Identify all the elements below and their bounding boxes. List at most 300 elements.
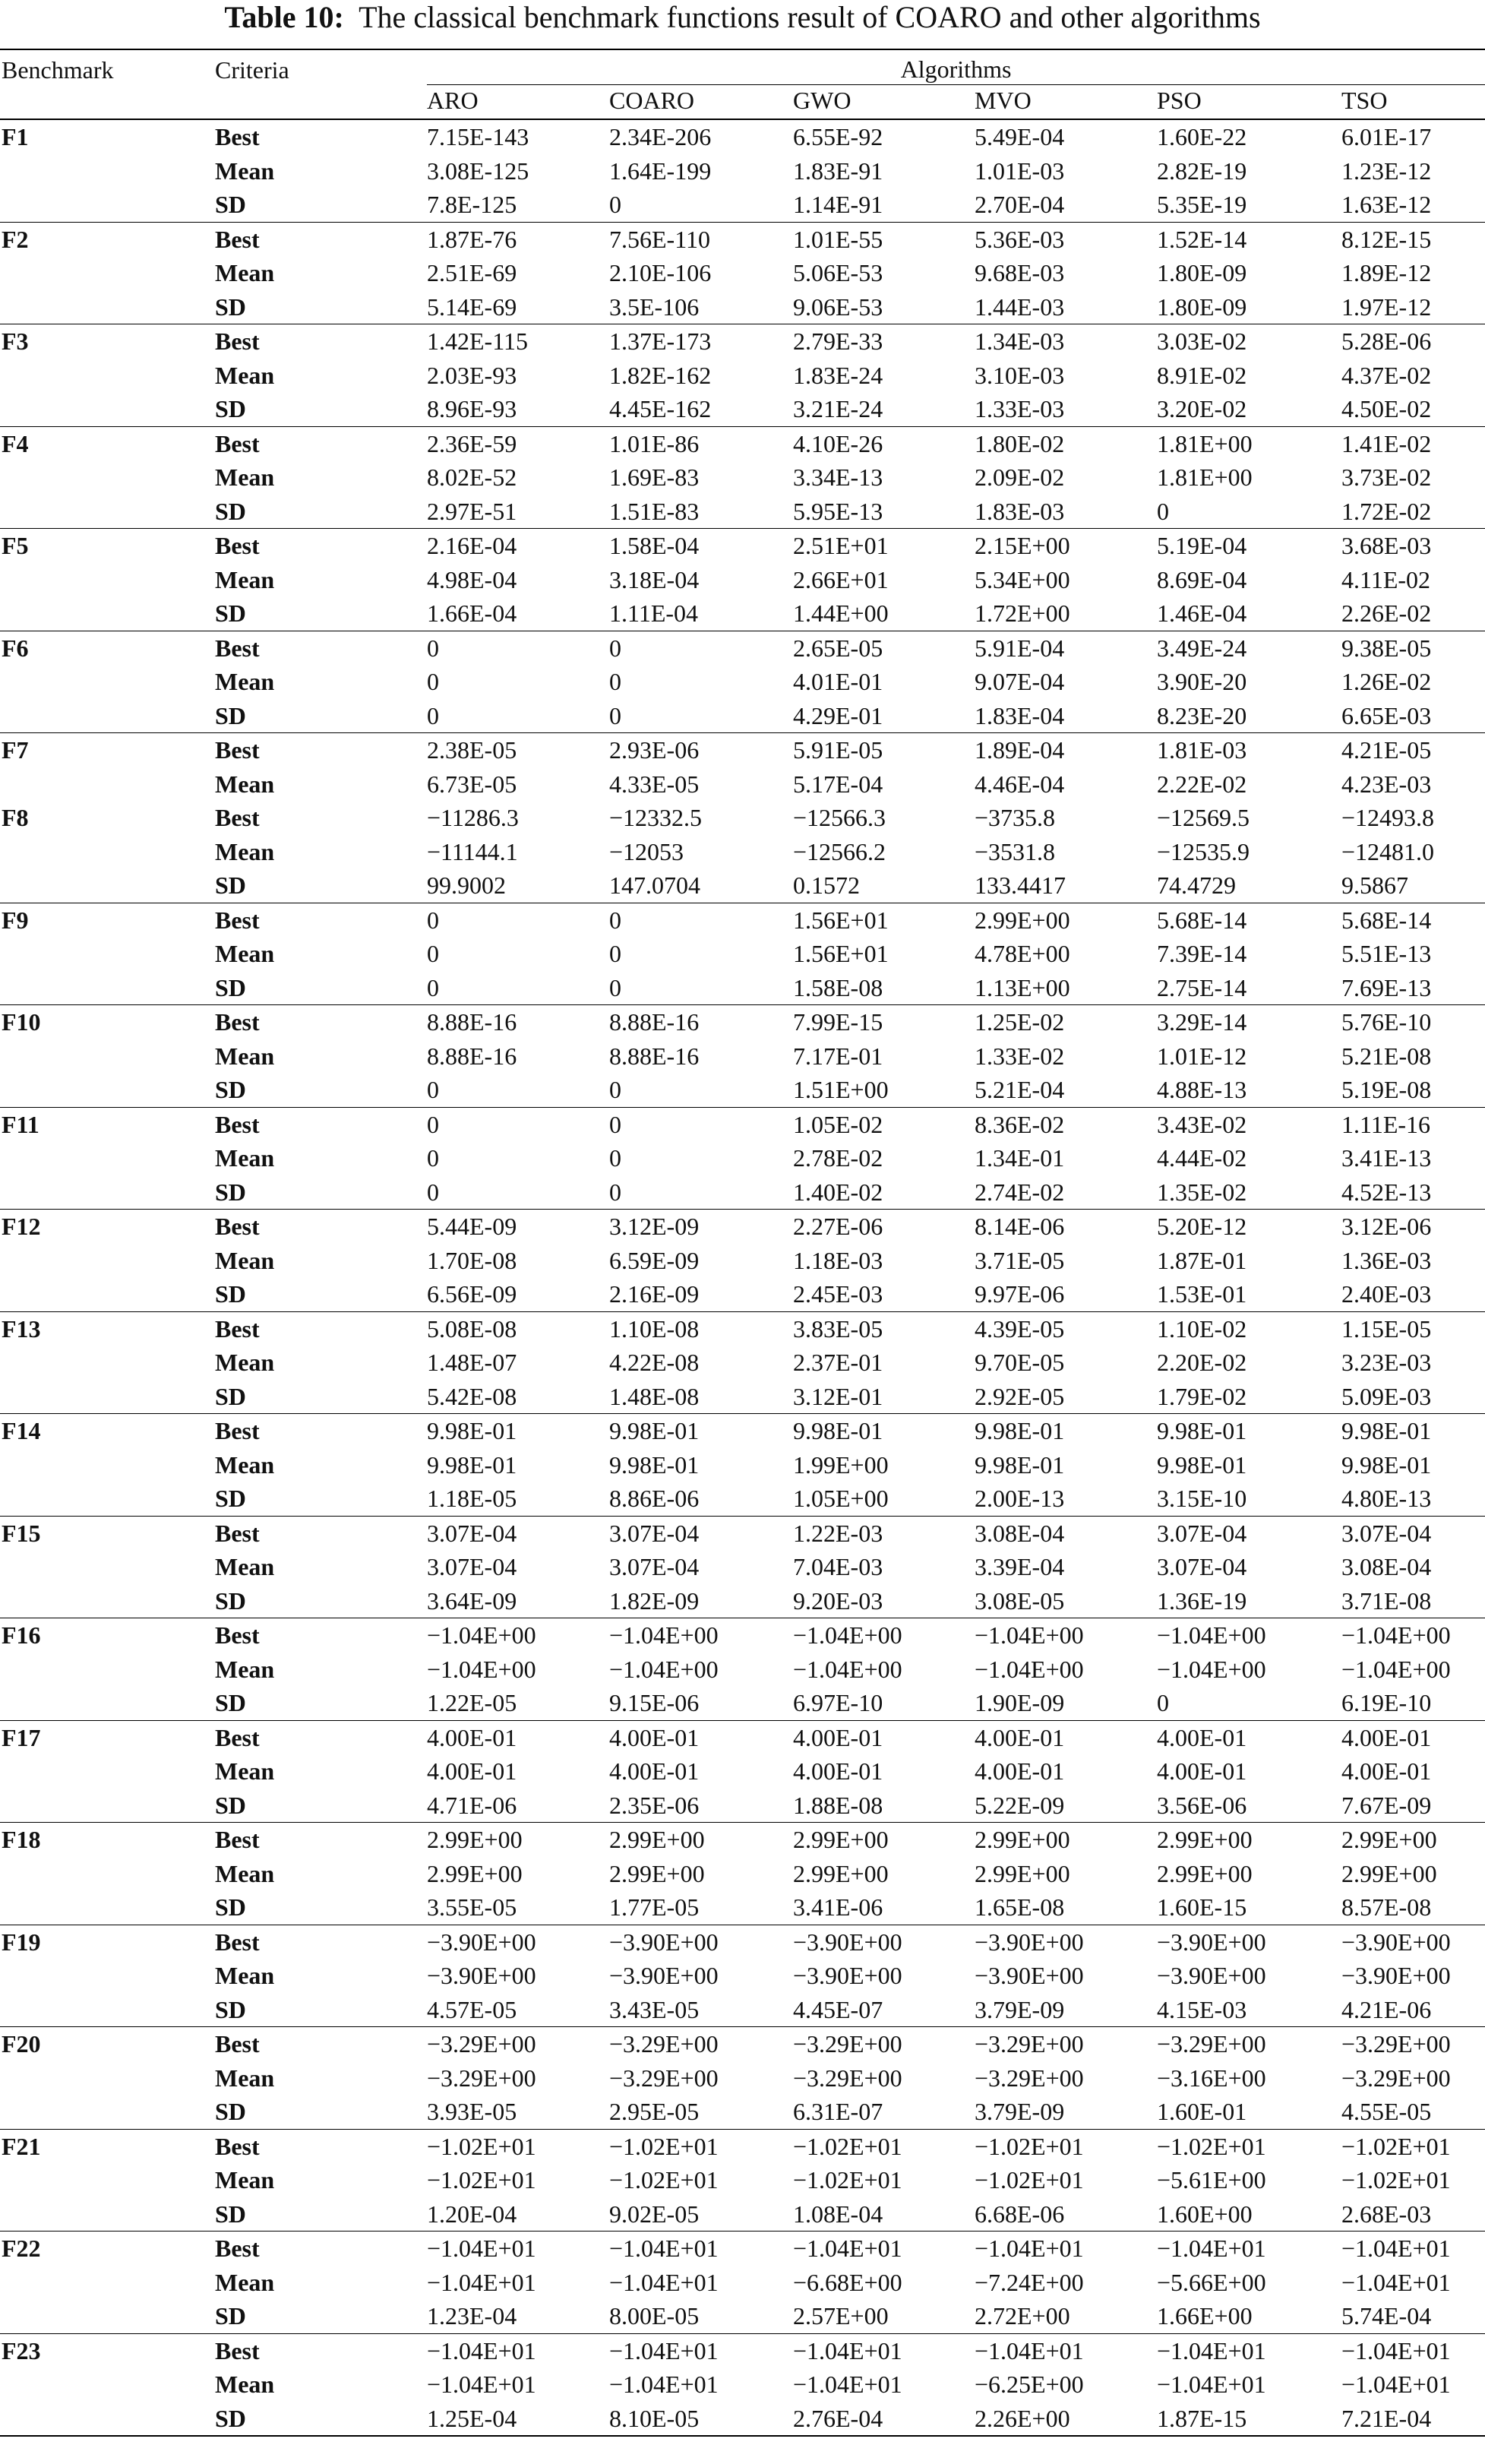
table-row bbox=[0, 903, 1485, 937]
value-cell: 5.91E-04 bbox=[973, 631, 1155, 665]
value-cell: −1.04E+00 bbox=[427, 1655, 536, 1683]
value-cell: −5.61E+00 bbox=[1157, 2166, 1266, 2194]
value-cell: 7.67E-09 bbox=[1341, 1791, 1432, 1819]
value-cell: −3.29E+00 bbox=[1155, 2027, 1340, 2061]
value-cell: −6.68E+00 bbox=[793, 2268, 902, 2296]
benchmark-cell bbox=[0, 937, 213, 971]
value-cell: 1.46E-04 bbox=[1157, 599, 1247, 628]
value-cell: 2.70E-04 bbox=[975, 191, 1065, 219]
value-cell: 3.49E-24 bbox=[1155, 631, 1340, 665]
value-cell: 1.53E-01 bbox=[1157, 1280, 1247, 1308]
value-cell: 5.74E-04 bbox=[1341, 2302, 1432, 2330]
benchmark-cell bbox=[0, 1380, 213, 1414]
value-cell: 5.91E-05 bbox=[791, 733, 973, 767]
value-cell: 8.00E-05 bbox=[609, 2302, 700, 2330]
value-cell: 7.69E-13 bbox=[1341, 973, 1432, 1001]
value-cell: −12566.3 bbox=[793, 804, 886, 832]
benchmark-cell: F3 bbox=[0, 324, 213, 359]
table-row bbox=[0, 1686, 1485, 1720]
value-cell: 0 bbox=[608, 631, 791, 665]
criteria-cell: Mean bbox=[215, 2064, 275, 2092]
value-cell: 9.98E-01 bbox=[1341, 1450, 1432, 1479]
value-cell: 1.22E-05 bbox=[427, 1689, 517, 1717]
value-cell: 1.01E-12 bbox=[1157, 1042, 1247, 1070]
value-cell: 2.20E-02 bbox=[1157, 1349, 1247, 1377]
table-row bbox=[0, 1107, 1485, 1141]
criteria-cell: Mean bbox=[215, 259, 275, 287]
value-cell: 2.99E+00 bbox=[425, 1823, 608, 1857]
value-cell: 4.00E-01 bbox=[1340, 1720, 1485, 1754]
benchmark-cell bbox=[0, 1789, 213, 1823]
table-row bbox=[0, 1277, 1485, 1311]
value-cell: 5.42E-08 bbox=[427, 1382, 517, 1410]
value-cell: 1.87E-76 bbox=[425, 222, 608, 256]
value-cell: 3.79E-09 bbox=[975, 2098, 1065, 2126]
value-cell: 7.17E-01 bbox=[793, 1042, 883, 1070]
value-cell: 2.75E-14 bbox=[1157, 973, 1247, 1001]
value-cell: −1.04E+00 bbox=[973, 1618, 1155, 1653]
value-cell: 3.10E-03 bbox=[975, 361, 1065, 389]
criteria-cell: Best bbox=[213, 426, 425, 460]
benchmark-cell: F18 bbox=[0, 1823, 213, 1857]
value-cell: 5.09E-03 bbox=[1341, 1382, 1432, 1410]
value-cell: 1.41E-02 bbox=[1340, 426, 1485, 460]
value-cell: −3.90E+00 bbox=[425, 1925, 608, 1959]
value-cell: −1.04E+00 bbox=[425, 1618, 608, 1653]
value-cell: 2.99E+00 bbox=[793, 1859, 889, 1887]
value-cell: 2.99E+00 bbox=[1341, 1859, 1437, 1887]
value-cell: 2.99E+00 bbox=[608, 1823, 791, 1857]
value-cell: 9.06E-53 bbox=[793, 293, 883, 321]
table-row bbox=[0, 631, 1485, 665]
benchmark-cell: F10 bbox=[0, 1005, 213, 1039]
value-cell: 4.39E-05 bbox=[973, 1311, 1155, 1346]
value-cell: 1.80E-09 bbox=[1157, 259, 1247, 287]
value-cell: 1.81E+00 bbox=[1157, 463, 1253, 492]
table-row bbox=[0, 188, 1485, 222]
value-cell: 8.88E-16 bbox=[608, 1005, 791, 1039]
benchmark-cell: F7 bbox=[0, 733, 213, 767]
value-cell: −3531.8 bbox=[975, 837, 1056, 865]
value-cell: 4.45E-162 bbox=[609, 395, 712, 423]
table-row bbox=[0, 596, 1485, 631]
value-cell: −1.02E+01 bbox=[791, 2129, 973, 2163]
value-cell: 4.98E-04 bbox=[427, 565, 517, 593]
table-caption bbox=[0, 0, 1485, 35]
table-row bbox=[0, 1993, 1485, 2027]
criteria-cell: Mean bbox=[215, 1042, 275, 1070]
benchmark-cell bbox=[0, 290, 213, 324]
value-cell: 4.50E-02 bbox=[1341, 395, 1432, 423]
value-cell: −11286.3 bbox=[427, 804, 519, 832]
value-cell: 8.02E-52 bbox=[427, 463, 517, 492]
table-row bbox=[0, 1414, 1485, 1448]
value-cell: 6.55E-92 bbox=[791, 119, 973, 154]
value-cell: −1.02E+01 bbox=[608, 2129, 791, 2163]
value-cell: 3.68E-03 bbox=[1340, 529, 1485, 563]
criteria-cell: Mean bbox=[215, 837, 275, 865]
value-cell: 1.25E-04 bbox=[425, 2402, 608, 2437]
value-cell: 7.99E-15 bbox=[791, 1005, 973, 1039]
criteria-cell: Mean bbox=[215, 565, 275, 593]
header-alg-aro: ARO bbox=[425, 85, 608, 119]
table-body bbox=[0, 119, 1485, 2436]
value-cell: 1.83E-04 bbox=[975, 701, 1065, 729]
value-cell: −1.02E+01 bbox=[609, 2166, 719, 2194]
benchmark-cell: F21 bbox=[0, 2129, 213, 2163]
criteria-cell: Mean bbox=[215, 770, 275, 798]
value-cell: 2.38E-05 bbox=[425, 733, 608, 767]
criteria-cell: Mean bbox=[215, 361, 275, 389]
benchmark-cell bbox=[0, 1039, 213, 1074]
value-cell: −3.29E+00 bbox=[975, 2064, 1084, 2092]
table-row bbox=[0, 2129, 1485, 2163]
table-row bbox=[0, 359, 1485, 393]
value-cell: 5.76E-10 bbox=[1340, 1005, 1485, 1039]
value-cell: 5.19E-08 bbox=[1341, 1076, 1432, 1104]
benchmark-cell bbox=[0, 1754, 213, 1789]
criteria-cell: Best bbox=[213, 529, 425, 563]
value-cell: 2.95E-05 bbox=[609, 2098, 700, 2126]
value-cell: 2.65E-05 bbox=[791, 631, 973, 665]
value-cell: 1.63E-12 bbox=[1341, 191, 1432, 219]
value-cell: 3.79E-09 bbox=[975, 1995, 1065, 2023]
header-alg-tso: TSO bbox=[1340, 85, 1485, 119]
benchmark-cell bbox=[0, 188, 213, 222]
value-cell: 5.08E-08 bbox=[425, 1311, 608, 1346]
value-cell: 2.99E+00 bbox=[609, 1859, 705, 1887]
value-cell: 1.01E-55 bbox=[791, 222, 973, 256]
value-cell: −1.04E+00 bbox=[793, 1655, 902, 1683]
value-cell: 4.00E-01 bbox=[791, 1720, 973, 1754]
value-cell: 7.56E-110 bbox=[608, 222, 791, 256]
value-cell: −3.90E+00 bbox=[975, 1962, 1084, 1990]
value-cell: 2.09E-02 bbox=[975, 463, 1065, 492]
benchmark-cell bbox=[0, 1175, 213, 1210]
value-cell: 4.00E-01 bbox=[608, 1720, 791, 1754]
table-row bbox=[0, 2163, 1485, 2197]
value-cell: 0 bbox=[609, 1144, 621, 1172]
value-cell: 5.19E-04 bbox=[1155, 529, 1340, 563]
criteria-cell: SD bbox=[215, 1280, 246, 1308]
value-cell: 5.21E-08 bbox=[1341, 1042, 1432, 1070]
table-row bbox=[0, 1890, 1485, 1925]
value-cell: 9.07E-04 bbox=[975, 668, 1065, 696]
benchmark-cell bbox=[0, 256, 213, 290]
value-cell: −1.04E+01 bbox=[425, 2333, 608, 2368]
benchmark-cell bbox=[0, 596, 213, 631]
table-row bbox=[0, 2197, 1485, 2232]
value-cell: 1.20E-04 bbox=[427, 2200, 517, 2228]
benchmark-cell bbox=[0, 2266, 213, 2300]
value-cell: 5.95E-13 bbox=[793, 497, 883, 525]
value-cell: 4.57E-05 bbox=[427, 1995, 517, 2023]
value-cell: 5.14E-69 bbox=[427, 293, 517, 321]
table-row bbox=[0, 1141, 1485, 1175]
table-row bbox=[0, 392, 1485, 426]
benchmark-cell: F20 bbox=[0, 2027, 213, 2061]
value-cell: 1.52E-14 bbox=[1155, 222, 1340, 256]
value-cell: 5.51E-13 bbox=[1341, 940, 1432, 968]
benchmark-cell bbox=[0, 359, 213, 393]
value-cell: 0 bbox=[609, 668, 621, 696]
criteria-cell: SD bbox=[215, 1485, 246, 1513]
criteria-cell: Best bbox=[213, 733, 425, 767]
table-row bbox=[0, 1550, 1485, 1584]
value-cell: 2.99E+00 bbox=[1340, 1823, 1485, 1857]
criteria-cell: Mean bbox=[215, 2268, 275, 2296]
value-cell: −1.02E+01 bbox=[425, 2129, 608, 2163]
table-row bbox=[0, 2266, 1485, 2300]
table-row bbox=[0, 937, 1485, 971]
table-row bbox=[0, 733, 1485, 767]
criteria-cell: Mean bbox=[215, 1757, 275, 1786]
value-cell: −3.90E+00 bbox=[1157, 1962, 1266, 1990]
value-cell: 1.89E-12 bbox=[1341, 259, 1432, 287]
value-cell: 1.37E-173 bbox=[608, 324, 791, 359]
value-cell: −12535.9 bbox=[1157, 837, 1250, 865]
value-cell: 9.97E-06 bbox=[975, 1280, 1065, 1308]
criteria-cell: Mean bbox=[215, 1655, 275, 1683]
criteria-cell: SD bbox=[215, 1382, 246, 1410]
value-cell: 0 bbox=[609, 940, 621, 968]
header-criteria: Criteria bbox=[215, 56, 289, 84]
benchmark-cell bbox=[0, 563, 213, 597]
value-cell: 1.13E+00 bbox=[975, 973, 1070, 1001]
value-cell: 4.44E-02 bbox=[1157, 1144, 1247, 1172]
value-cell: 4.23E-03 bbox=[1341, 770, 1432, 798]
value-cell: 4.21E-05 bbox=[1340, 733, 1485, 767]
criteria-cell: Best bbox=[213, 1414, 425, 1448]
criteria-cell: Mean bbox=[215, 1859, 275, 1887]
value-cell: 2.57E+00 bbox=[793, 2302, 889, 2330]
criteria-cell: SD bbox=[215, 1076, 246, 1104]
value-cell: −3.29E+00 bbox=[608, 2027, 791, 2061]
value-cell: 2.34E-206 bbox=[608, 119, 791, 154]
value-cell: 1.05E-02 bbox=[791, 1107, 973, 1141]
value-cell: 0 bbox=[609, 701, 621, 729]
value-cell: 5.06E-53 bbox=[793, 259, 883, 287]
value-cell: 6.01E-17 bbox=[1340, 119, 1485, 154]
value-cell: 4.15E-03 bbox=[1157, 1995, 1247, 2023]
value-cell: 1.82E-09 bbox=[609, 1586, 700, 1615]
value-cell: −3.90E+00 bbox=[427, 1962, 536, 1990]
value-cell: 4.00E-01 bbox=[609, 1757, 700, 1786]
header-alg-mvo: MVO bbox=[973, 85, 1155, 119]
benchmark-cell bbox=[0, 835, 213, 869]
value-cell: 1.83E-24 bbox=[793, 361, 883, 389]
table-row bbox=[0, 1653, 1485, 1687]
value-cell: −3.16E+00 bbox=[1157, 2064, 1266, 2092]
value-cell: −1.04E+01 bbox=[1157, 2371, 1266, 2399]
value-cell: 3.08E-05 bbox=[975, 1586, 1065, 1615]
criteria-cell: Mean bbox=[215, 940, 275, 968]
benchmark-cell: F8 bbox=[2, 804, 29, 832]
value-cell: 2.51E+01 bbox=[791, 529, 973, 563]
value-cell: 99.9002 bbox=[427, 871, 506, 900]
criteria-cell: SD bbox=[215, 2098, 246, 2126]
value-cell: 6.31E-07 bbox=[793, 2098, 883, 2126]
value-cell: 9.98E-01 bbox=[975, 1450, 1065, 1479]
criteria-cell: Best bbox=[213, 1925, 425, 1959]
value-cell: 0 bbox=[427, 668, 439, 696]
value-cell: −1.04E+00 bbox=[1340, 1618, 1485, 1653]
value-cell: 3.23E-03 bbox=[1341, 1349, 1432, 1377]
benchmark-cell bbox=[0, 154, 213, 188]
value-cell: 7.04E-03 bbox=[793, 1553, 883, 1581]
table-row bbox=[0, 1073, 1485, 1107]
value-cell: 1.22E-03 bbox=[791, 1516, 973, 1550]
criteria-cell: Best bbox=[213, 631, 425, 665]
value-cell: −1.04E+00 bbox=[791, 1618, 973, 1653]
value-cell: 3.55E-05 bbox=[427, 1893, 517, 1922]
value-cell: 5.17E-04 bbox=[793, 770, 883, 798]
value-cell: 1.10E-08 bbox=[608, 1311, 791, 1346]
value-cell: 1.77E-05 bbox=[609, 1893, 700, 1922]
table-row bbox=[0, 1244, 1485, 1278]
benchmark-cell bbox=[0, 392, 213, 426]
benchmark-cell: F22 bbox=[0, 2232, 213, 2266]
criteria-cell: Best bbox=[213, 2129, 425, 2163]
benchmark-cell: F13 bbox=[0, 1311, 213, 1346]
value-cell: 3.71E-08 bbox=[1341, 1586, 1432, 1615]
value-cell: 1.36E-03 bbox=[1341, 1246, 1432, 1274]
value-cell: 5.20E-12 bbox=[1155, 1210, 1340, 1244]
value-cell: 2.99E+00 bbox=[973, 1823, 1155, 1857]
value-cell: 6.56E-09 bbox=[427, 1280, 517, 1308]
value-cell: 4.00E-01 bbox=[1155, 1720, 1340, 1754]
value-cell: −1.04E+00 bbox=[1155, 1618, 1340, 1653]
table-row bbox=[0, 1584, 1485, 1618]
table-row bbox=[0, 1925, 1485, 1959]
table-row bbox=[0, 1618, 1485, 1653]
value-cell: 1.72E-02 bbox=[1341, 497, 1432, 525]
value-cell: 9.38E-05 bbox=[1340, 631, 1485, 665]
value-cell: −3.90E+00 bbox=[791, 1925, 973, 1959]
value-cell: 7.21E-04 bbox=[1340, 2402, 1485, 2437]
table-row bbox=[0, 1448, 1485, 1482]
value-cell: −3735.8 bbox=[975, 804, 1056, 832]
value-cell: −3.29E+00 bbox=[609, 2064, 719, 2092]
value-cell: 2.93E-06 bbox=[608, 733, 791, 767]
header-algorithms bbox=[425, 49, 1485, 85]
value-cell: 8.88E-16 bbox=[609, 1042, 700, 1070]
value-cell: 1.08E-04 bbox=[793, 2200, 883, 2228]
value-cell: −3.90E+00 bbox=[1341, 1962, 1451, 1990]
benchmark-cell: F12 bbox=[0, 1210, 213, 1244]
criteria-cell: Mean bbox=[215, 668, 275, 696]
value-cell: 2.99E+00 bbox=[975, 1859, 1070, 1887]
value-cell: 4.29E-01 bbox=[793, 701, 883, 729]
value-cell: −3.29E+00 bbox=[1341, 2064, 1451, 2092]
value-cell: −7.24E+00 bbox=[975, 2268, 1084, 2296]
value-cell: 1.15E-05 bbox=[1340, 1311, 1485, 1346]
value-cell: 3.03E-02 bbox=[1155, 324, 1340, 359]
table-row bbox=[0, 2368, 1485, 2402]
value-cell: −1.02E+01 bbox=[1340, 2129, 1485, 2163]
value-cell: 9.98E-01 bbox=[427, 1450, 517, 1479]
value-cell: 4.10E-26 bbox=[791, 426, 973, 460]
table-row bbox=[0, 529, 1485, 563]
value-cell: 1.58E-08 bbox=[793, 973, 883, 1001]
value-cell: −1.04E+01 bbox=[609, 2371, 719, 2399]
value-cell: 1.10E-02 bbox=[1155, 1311, 1340, 1346]
value-cell: 5.22E-09 bbox=[975, 1791, 1065, 1819]
table-row bbox=[0, 1516, 1485, 1550]
value-cell: 2.76E-04 bbox=[791, 2402, 973, 2437]
value-cell: 1.23E-04 bbox=[427, 2302, 517, 2330]
value-cell: −3.90E+00 bbox=[1340, 1925, 1485, 1959]
value-cell: −1.04E+00 bbox=[609, 1655, 719, 1683]
value-cell: 8.14E-06 bbox=[973, 1210, 1155, 1244]
table-row bbox=[0, 2061, 1485, 2096]
value-cell: 2.36E-59 bbox=[425, 426, 608, 460]
table-header bbox=[0, 49, 1485, 119]
table-row bbox=[0, 1720, 1485, 1754]
criteria-cell: Mean bbox=[215, 463, 275, 492]
table-row bbox=[0, 971, 1485, 1005]
benchmark-cell bbox=[0, 2095, 213, 2129]
criteria-cell: SD bbox=[215, 293, 246, 321]
value-cell: 133.4417 bbox=[975, 871, 1066, 900]
benchmark-cell bbox=[0, 2402, 213, 2437]
benchmark-cell bbox=[0, 1277, 213, 1311]
table-row bbox=[0, 2402, 1485, 2437]
criteria-cell: Best bbox=[213, 1107, 425, 1141]
value-cell: 8.88E-16 bbox=[425, 1005, 608, 1039]
header-benchmark: Benchmark bbox=[2, 56, 114, 84]
criteria-cell: Mean bbox=[215, 157, 275, 185]
value-cell: 3.07E-04 bbox=[1157, 1553, 1247, 1581]
value-cell: −12053 bbox=[609, 837, 684, 865]
value-cell: −3.90E+00 bbox=[793, 1962, 902, 1990]
value-cell: 7.8E-125 bbox=[427, 191, 517, 219]
value-cell: 4.00E-01 bbox=[975, 1757, 1065, 1786]
value-cell: −12481.0 bbox=[1341, 837, 1435, 865]
table-row bbox=[0, 1311, 1485, 1346]
value-cell: 1.48E-08 bbox=[609, 1382, 700, 1410]
value-cell: 8.86E-06 bbox=[609, 1485, 700, 1513]
value-cell: 1.72E+00 bbox=[975, 599, 1070, 628]
value-cell: 2.51E-69 bbox=[427, 259, 517, 287]
benchmark-cell bbox=[0, 1890, 213, 1925]
value-cell: 1.01E-86 bbox=[608, 426, 791, 460]
table-row bbox=[0, 801, 1485, 835]
table-row bbox=[0, 835, 1485, 869]
value-cell: 7.15E-143 bbox=[425, 119, 608, 154]
criteria-cell: Best bbox=[213, 119, 425, 154]
criteria-cell: Mean bbox=[215, 1553, 275, 1581]
value-cell: 9.02E-05 bbox=[609, 2200, 700, 2228]
value-cell: 2.79E-33 bbox=[791, 324, 973, 359]
benchmark-cell bbox=[0, 767, 213, 802]
value-cell: 4.00E-01 bbox=[427, 1757, 517, 1786]
value-cell: 5.68E-14 bbox=[1155, 903, 1340, 937]
value-cell: 4.22E-08 bbox=[609, 1349, 700, 1377]
value-cell: −1.04E+00 bbox=[975, 1655, 1084, 1683]
value-cell: 2.16E-04 bbox=[425, 529, 608, 563]
value-cell: −6.25E+00 bbox=[975, 2371, 1084, 2399]
benchmark-cell bbox=[0, 2299, 213, 2333]
value-cell: 0 bbox=[609, 191, 621, 219]
criteria-cell: Mean bbox=[215, 2166, 275, 2194]
benchmark-cell bbox=[0, 1959, 213, 1993]
value-cell: 8.12E-15 bbox=[1340, 222, 1485, 256]
table-row bbox=[0, 495, 1485, 529]
benchmark-cell bbox=[0, 460, 213, 495]
table-row bbox=[0, 2232, 1485, 2266]
value-cell: 3.90E-20 bbox=[1157, 668, 1247, 696]
